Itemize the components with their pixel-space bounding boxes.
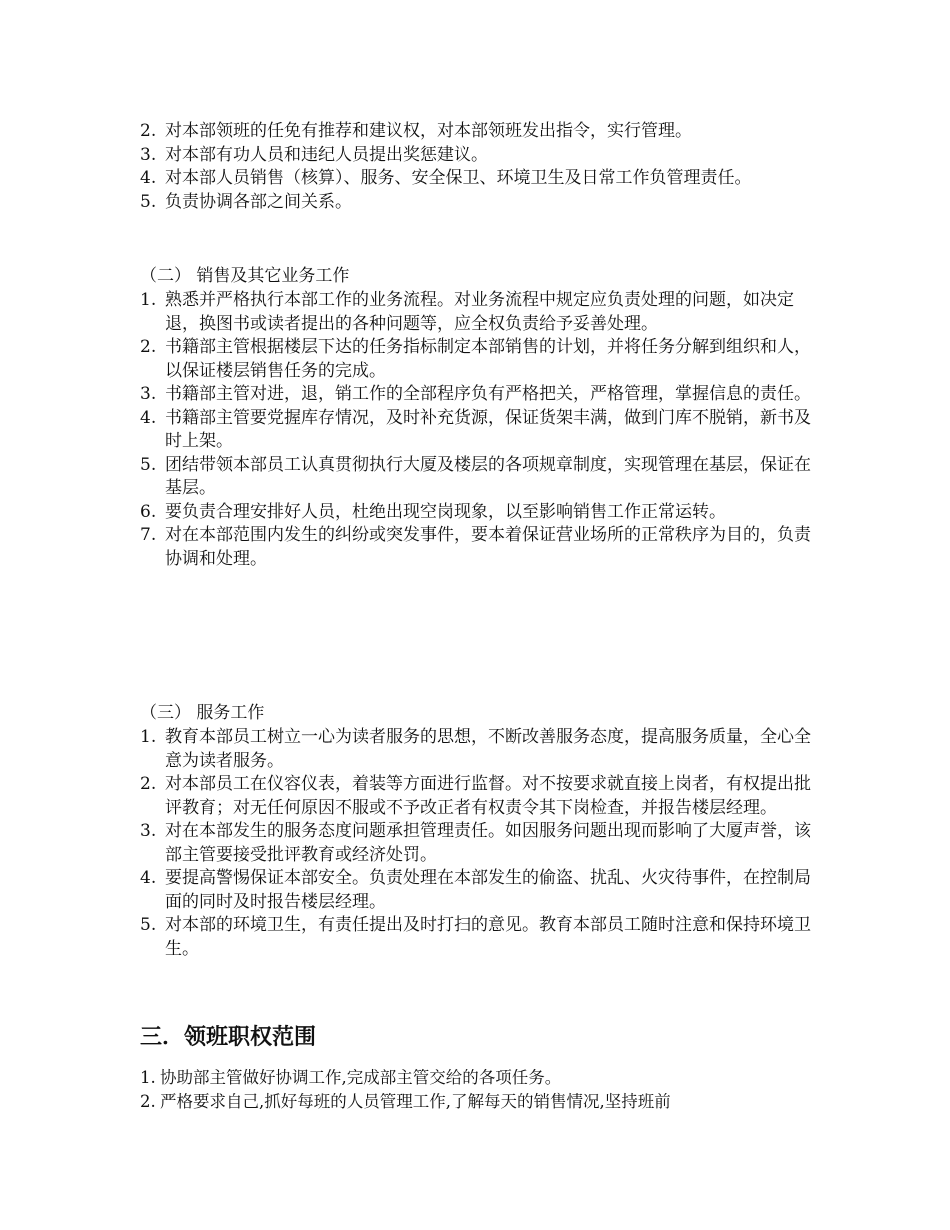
list-item: 3. 对本部有功人员和违纪人员提出奖惩建议。 [140,144,488,165]
list-item: 1. 熟悉并严格执行本部工作的业务流程。对业务流程中规定应负责处理的问题，如决定退，换图书或读者提出的各种问题等，应全权负责给予妥善处理。 [140,290,794,334]
list-item: 1. 教育本部员工树立一心为读者服务的思想，不断改善服务态度，提高服务质量，全心全意为读者服务。 [140,727,811,771]
list-item: 7. 对在本部范围内发生的纠纷或突发事件，要本着保证营业场所的正常秩序为目的，负责协调和处理。 [140,525,811,569]
sales-work-list [140,289,815,571]
list-item: 2. 对本部领班的任免有推荐和建议权，对本部领班发出指令，实行管理。 [140,121,692,141]
list-item: 5. 团结带领本部员工认真贯彻执行大厦及楼层的各项规章制度，实现管理在基层，保证在基层。 [140,454,811,498]
foreman-duties-list [140,1066,815,1113]
list-item: 2. 书籍部主管根据楼层下达的任务指标制定本部销售的计划，并将任务分解到组织和人，以保证楼层销售任务的完成。 [140,337,811,381]
list-item: 1. 协助部主管做好协调工作,完成部主管交给的各项任务。 [140,1068,562,1087]
list-item: 2. 对本部员工在仪容仪表，着装等方面进行监督。对不按要求就直接上岗者，有权提出批评教育；对无任何原因不服或不予改正者有权责令其下岗检查，并报告楼层经理。 [140,774,811,818]
section-heading: （三） 服务工作 [140,703,265,723]
list-item: 3. 对在本部发生的服务态度问题承担管理责任。如因服务问题出现而影响了大厦声誉，该部主管要接受批评教育或经济处罚。 [140,821,811,865]
list-item: 5. 对本部的环境卫生，有责任提出及时打扫的意见。教育本部员工随时注意和保持环境卫生。 [140,915,811,959]
list-item: 4. 要提高警惕保证本部安全。负责处理在本部发生的偷盗、扰乱、火灾待事件，在控制局面的同时及时报告楼层经理。 [140,868,811,912]
list-item: 2. 严格要求自己,抓好每班的人员管理工作,了解每天的销售情况,坚持班前 [140,1091,671,1111]
service-work-list [140,726,815,961]
section-heading: （二） 销售及其它业务工作 [140,266,350,286]
list-item: 4. 对本部人员销售（核算）、服务、安全保卫、环境卫生及日常工作负管理责任。 [140,168,752,188]
list-item: 5. 负责协调各部之间关系。 [140,191,352,212]
chapter-title: 三．领班职权范围 [140,1025,317,1050]
responsibility-list [140,120,815,214]
list-item: 4. 书籍部主管要党握库存情况，及时补充货源，保证货架丰满，做到门库不脱销，新书及时上架。 [140,407,811,451]
list-item: 6. 要负责合理安排好人员，杜绝出现空岗现象，以至影响销售工作正常运转。 [140,501,726,522]
list-item: 3. 书籍部主管对进，退，销工作的全部程序负有严格把关，严格管理，掌握信息的责任。 [140,384,811,404]
